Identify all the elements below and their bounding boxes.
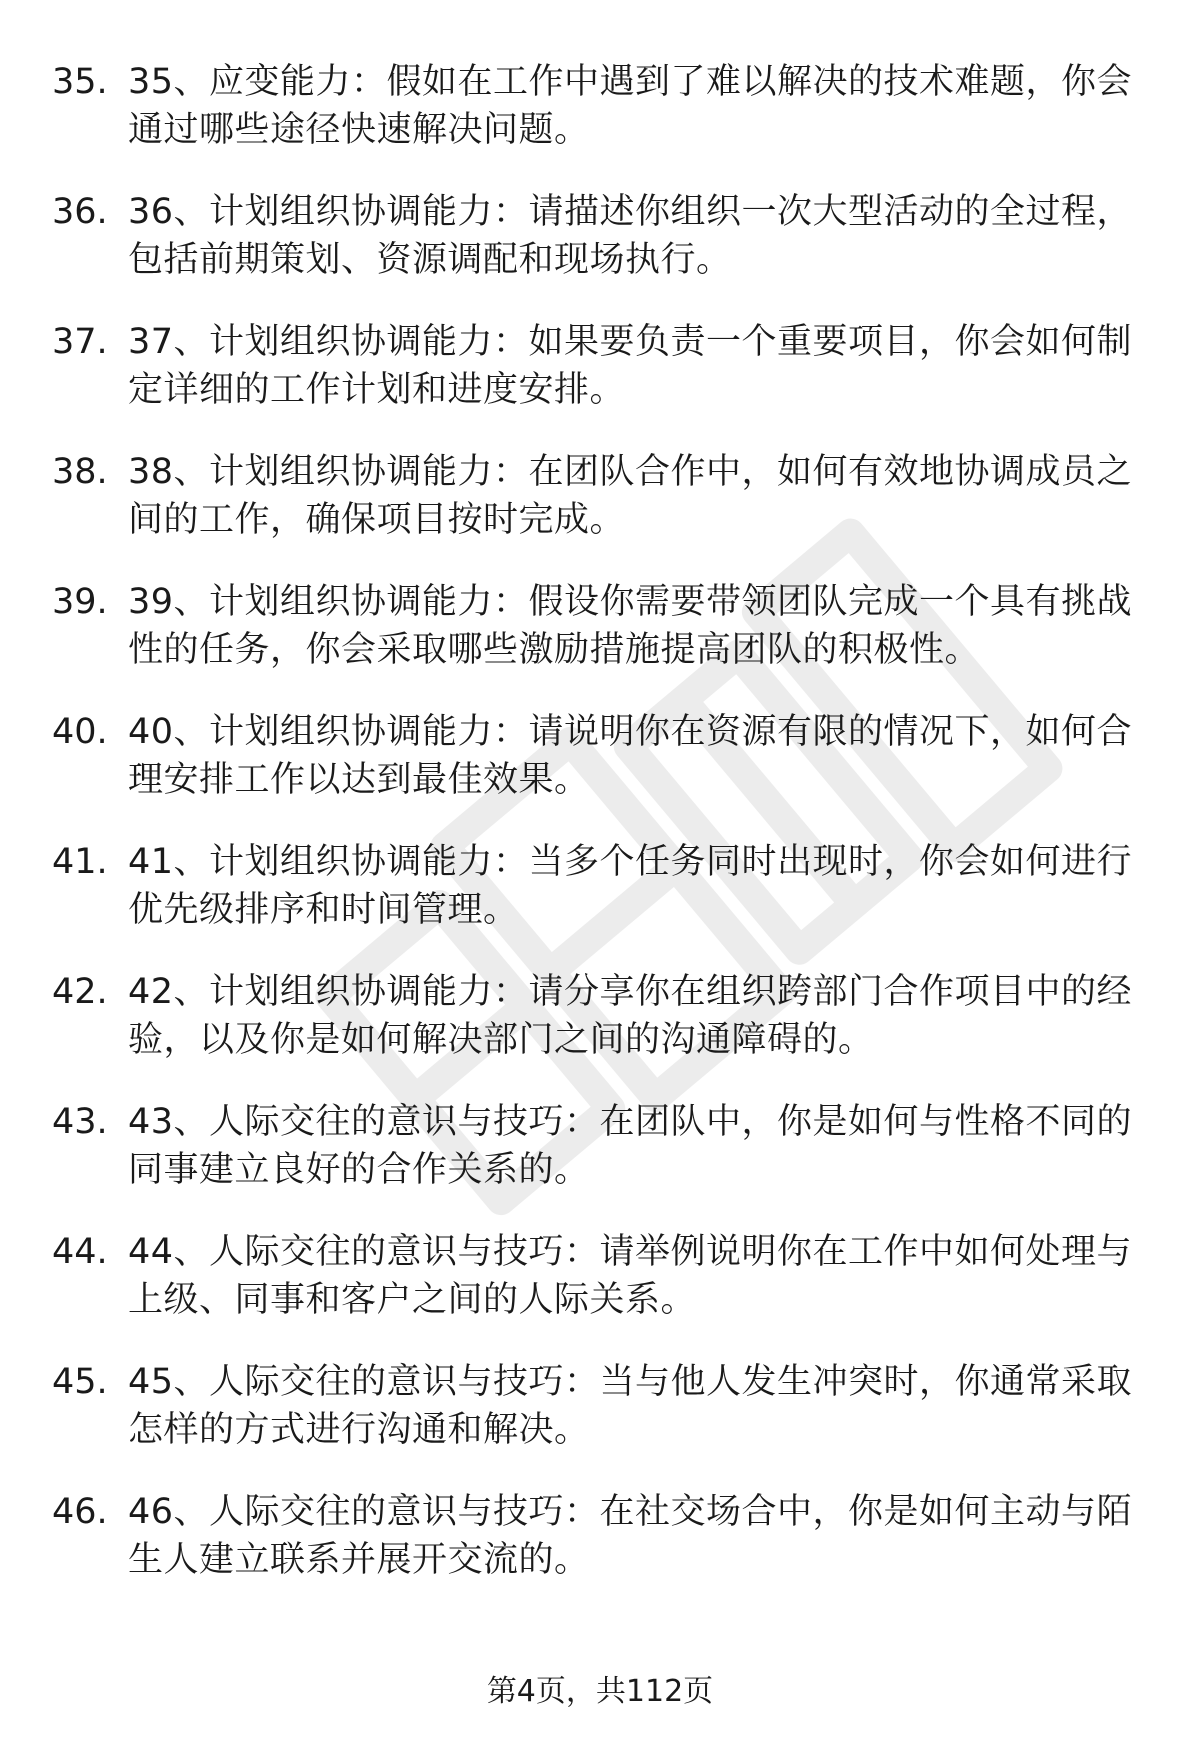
list-item	[52, 708, 1162, 838]
item-text: 40、计划组织协调能力：请说明你在资源有限的情况下，如何合理安排工作以达到最佳效果。	[128, 712, 1133, 800]
item-number: 40.	[52, 712, 108, 752]
item-text: 36、计划组织协调能力：请描述你组织一次大型活动的全过程，包括前期策划、资源调配和现场执行。	[128, 192, 1133, 280]
list-item	[52, 1228, 1162, 1358]
list-item	[52, 838, 1162, 968]
item-number: 36.	[52, 192, 108, 232]
item-number: 35.	[52, 62, 108, 102]
item-text: 41、计划组织协调能力：当多个任务同时出现时，你会如何进行优先级排序和时间管理。	[128, 842, 1133, 930]
list-item	[52, 318, 1162, 448]
item-number: 44.	[52, 1232, 108, 1272]
list-item	[52, 188, 1162, 318]
item-text: 46、人际交往的意识与技巧：在社交场合中，你是如何主动与陌生人建立联系并展开交流的。	[128, 1492, 1133, 1580]
item-number: 43.	[52, 1102, 108, 1142]
item-text: 42、计划组织协调能力：请分享你在组织跨部门合作项目中的经验，以及你是如何解决部门之间的沟通障碍的。	[128, 972, 1133, 1060]
question-list	[52, 58, 1162, 1618]
item-text: 39、计划组织协调能力：假设你需要带领团队完成一个具有挑战性的任务，你会采取哪些激励措施提高团队的积极性。	[128, 582, 1133, 670]
list-item	[52, 968, 1162, 1098]
item-text: 35、应变能力：假如在工作中遇到了难以解决的技术难题，你会通过哪些途径快速解决问题。	[128, 62, 1133, 150]
item-number: 45.	[52, 1362, 108, 1402]
item-number: 37.	[52, 322, 108, 362]
list-item	[52, 578, 1162, 708]
item-text: 37、计划组织协调能力：如果要负责一个重要项目，你会如何制定详细的工作计划和进度安排。	[128, 322, 1133, 410]
list-item	[52, 1358, 1162, 1488]
list-item	[52, 1098, 1162, 1228]
item-number: 38.	[52, 452, 108, 492]
item-text: 38、计划组织协调能力：在团队合作中，如何有效地协调成员之间的工作，确保项目按时完成。	[128, 452, 1133, 540]
item-number: 42.	[52, 972, 108, 1012]
item-number: 41.	[52, 842, 108, 882]
item-text: 43、人际交往的意识与技巧：在团队中，你是如何与性格不同的同事建立良好的合作关系的。	[128, 1102, 1133, 1190]
list-item	[52, 1488, 1162, 1618]
page-footer: 第4页，共112页	[486, 1674, 714, 1709]
list-item	[52, 448, 1162, 578]
item-number: 46.	[52, 1492, 108, 1532]
item-text: 45、人际交往的意识与技巧：当与他人发生冲突时，你通常采取怎样的方式进行沟通和解决。	[128, 1362, 1133, 1450]
list-item	[52, 58, 1162, 188]
item-number: 39.	[52, 582, 108, 622]
item-text: 44、人际交往的意识与技巧：请举例说明你在工作中如何处理与上级、同事和客户之间的人际关系。	[128, 1232, 1133, 1320]
